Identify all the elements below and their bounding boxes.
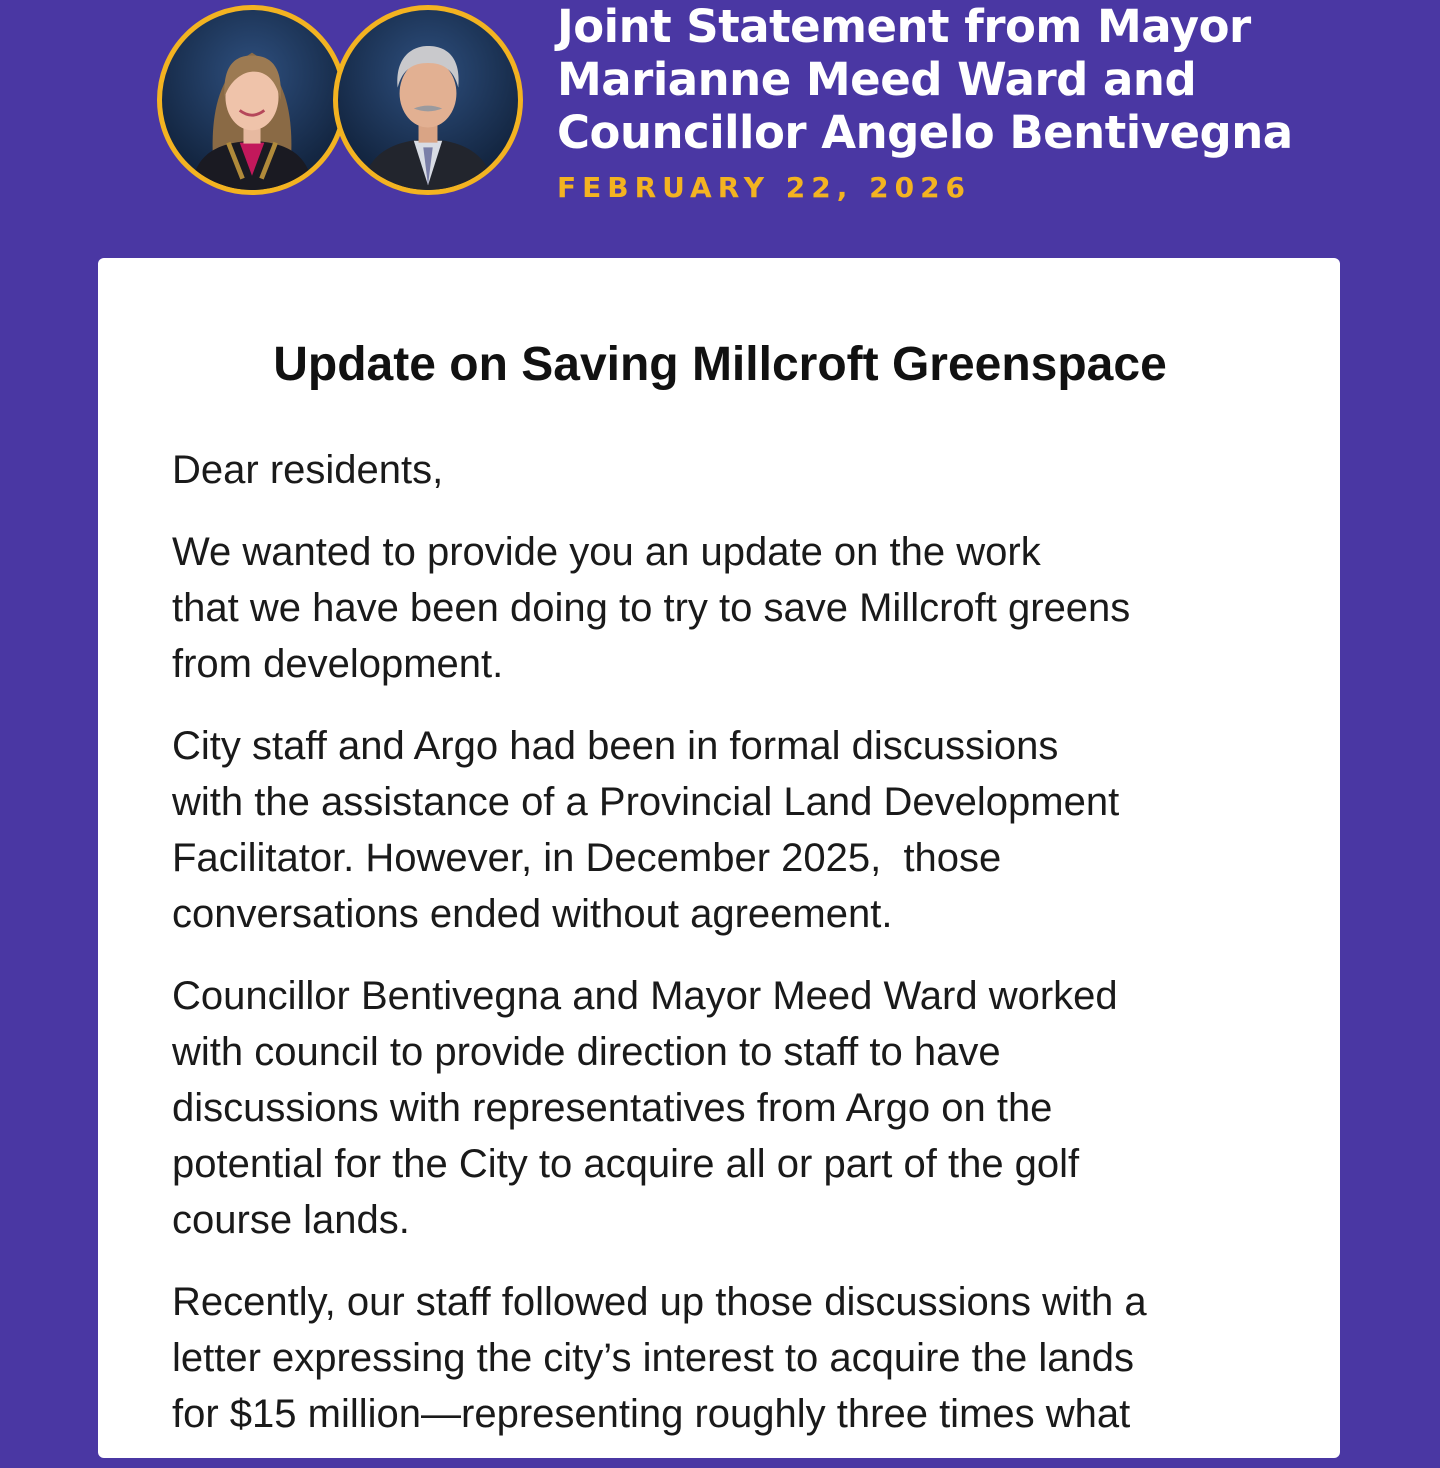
mayor-portrait-illustration	[162, 10, 342, 190]
mayor-portrait	[157, 5, 347, 195]
paragraph-line: from development.	[172, 642, 504, 686]
letter-paragraph	[172, 1274, 1312, 1442]
headline-line: Marianne Meed Ward and	[557, 53, 1197, 106]
paragraph-line: discussions with representatives from Argo on the	[172, 1086, 1053, 1130]
letter-title: Update on Saving Millcroft Greenspace	[273, 338, 1167, 391]
statement-headline	[557, 0, 1417, 159]
letter-paragraph	[172, 524, 1312, 692]
paragraph-line: conversations ended without agreement.	[172, 892, 893, 936]
paragraph-line: We wanted to provide you an update on the work	[172, 530, 1041, 574]
paragraph-line: City staff and Argo had been in formal discussions	[172, 724, 1059, 768]
headline-line: Councillor Angelo Bentivegna	[557, 106, 1293, 159]
councillor-portrait	[333, 5, 523, 195]
paragraph-line: Councillor Bentivegna and Mayor Meed Ward worked	[172, 974, 1118, 1018]
letter-paragraph	[172, 718, 1312, 942]
councillor-portrait-illustration	[338, 10, 518, 190]
letter-greeting	[172, 442, 1312, 498]
headline-line: Joint Statement from Mayor	[557, 0, 1251, 53]
paragraph-line: with council to provide direction to staff to have	[172, 1030, 1001, 1074]
paragraph-line: course lands.	[172, 1198, 410, 1242]
letter-paragraph	[172, 968, 1312, 1248]
paragraph-line: that we have been doing to try to save Millcroft greens	[172, 586, 1131, 630]
paragraph-line: letter expressing the city’s interest to acquire the lands	[172, 1336, 1134, 1380]
paragraph-line: potential for the City to acquire all or part of the golf	[172, 1142, 1080, 1186]
greeting-line: Dear residents,	[172, 448, 444, 492]
paragraph-line: for $15 million—representing roughly three times what	[172, 1392, 1131, 1436]
statement-date: FEBRUARY 22, 2026	[557, 171, 972, 204]
header-banner	[0, 0, 1440, 258]
paragraph-line: Recently, our staff followed up those discussions with a	[172, 1280, 1147, 1324]
paragraph-line: with the assistance of a Provincial Land Development	[172, 780, 1120, 824]
paragraph-line: Facilitator. However, in December 2025, those	[172, 836, 1002, 880]
letter-body	[172, 442, 1312, 1468]
